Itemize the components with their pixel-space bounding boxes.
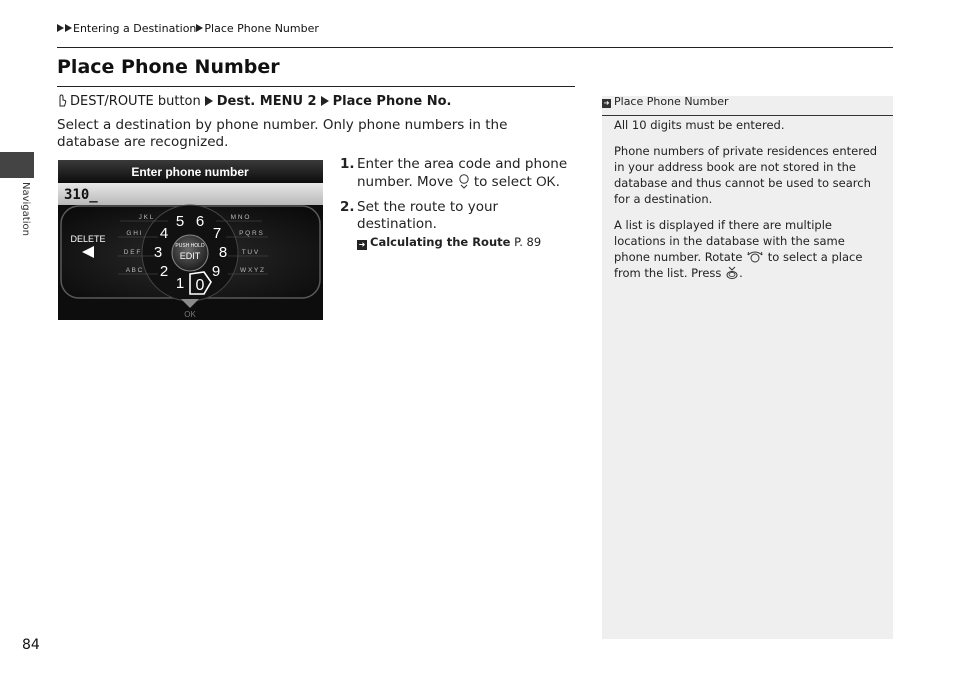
digit-9[interactable]: 9 [211, 263, 221, 280]
letters-wxyz: W X Y Z [240, 267, 264, 274]
steps-list [340, 156, 575, 259]
menu-path [57, 93, 451, 109]
letters-jkl: J K L [138, 214, 154, 221]
page-number: 84 [22, 637, 40, 653]
phone-entry-screen [58, 160, 323, 320]
step-2 [340, 199, 575, 251]
title-divider [57, 86, 575, 87]
digit-4[interactable]: 4 [159, 225, 169, 242]
phone-entry-field[interactable] [58, 183, 323, 205]
reference-label[interactable]: Calculating the Route [370, 235, 511, 249]
step-text: Enter the area code and phone number. Move [357, 156, 568, 190]
digit-7[interactable]: 7 [212, 225, 222, 242]
digit-5[interactable]: 5 [175, 213, 185, 230]
digit-0[interactable]: 0 [195, 277, 205, 294]
move-knob-icon [458, 173, 470, 189]
letters-ghi: G H I [126, 230, 142, 237]
top-divider [57, 47, 893, 48]
arrow-icon [196, 24, 203, 32]
sidebar-note-3: A list is displayed if there are multiple locations in the database with the same phone number. Rotate to select a place from the list. Press . [614, 218, 863, 280]
arrow-icon [321, 96, 329, 106]
reference-page[interactable]: P. 89 [514, 235, 542, 249]
screen-header-title: Enter phone number [131, 165, 249, 179]
step-number: 2. [340, 199, 355, 215]
digit-3[interactable]: 3 [153, 244, 163, 261]
note-arrow-icon: ➜ [603, 99, 610, 107]
arrow-icon [65, 24, 72, 32]
section-tab-label: Navigation [20, 182, 31, 236]
menu-path-step-1: DEST/ROUTE button [70, 94, 201, 109]
sidebar-body [614, 117, 884, 291]
arrow-icon [205, 96, 213, 106]
sidebar-note-1: All 10 digits must be entered. [614, 118, 785, 132]
letters-tuv: T U V [241, 249, 259, 256]
step-text: Set the route to your destination. [357, 199, 499, 232]
navigation-screen-image [58, 160, 323, 320]
rotate-knob-icon [746, 250, 764, 264]
delete-label[interactable]: DELETE [70, 234, 106, 244]
knob-push-hold-label: PUSH HOLD [175, 243, 205, 249]
digit-8[interactable]: 8 [218, 244, 228, 261]
sidebar-title: ➜ Place Phone Number [603, 95, 729, 108]
breadcrumb [57, 22, 319, 35]
letters-mno: M N O [230, 214, 250, 221]
phone-entry-value: 310_ [64, 187, 98, 203]
page-title: Place Phone Number [57, 56, 280, 78]
digit-6[interactable]: 6 [195, 213, 205, 230]
menu-path-step-2: Dest. MENU 2 [216, 94, 317, 109]
press-knob-icon [725, 266, 739, 280]
ok-text: OK [536, 174, 556, 189]
section-tab[interactable] [0, 152, 34, 178]
breadcrumb-item-place-phone[interactable]: Place Phone Number [204, 22, 319, 35]
reference-arrow-icon: ➜ [358, 240, 366, 249]
hand-icon [57, 93, 67, 107]
intro-text: Select a destination by phone number. Only phone numbers in the database are recognized. [57, 117, 508, 150]
step-number: 1. [340, 156, 355, 172]
knob-edit-label: EDIT [179, 251, 201, 261]
letters-abc: A B C [125, 267, 143, 274]
digit-2[interactable]: 2 [159, 263, 169, 280]
cross-reference-link[interactable] [357, 234, 575, 251]
step-1: 1. Enter the area code and phone number. Move to select OK. [340, 156, 568, 190]
breadcrumb-item-entering-destination[interactable]: Entering a Destination [73, 22, 197, 35]
ok-label[interactable]: OK [184, 310, 196, 319]
step-text: to select [473, 174, 532, 190]
letters-def: D E F [123, 249, 141, 256]
menu-path-step-3: Place Phone No. [332, 94, 452, 109]
letters-pqrs: P Q R S [239, 230, 263, 237]
digit-1[interactable]: 1 [175, 275, 185, 292]
arrow-icon [57, 24, 64, 32]
sidebar-note-2: Phone numbers of private residences entered in your address book are not stored in the database and thus cannot be used to search for a destination. [614, 144, 878, 206]
